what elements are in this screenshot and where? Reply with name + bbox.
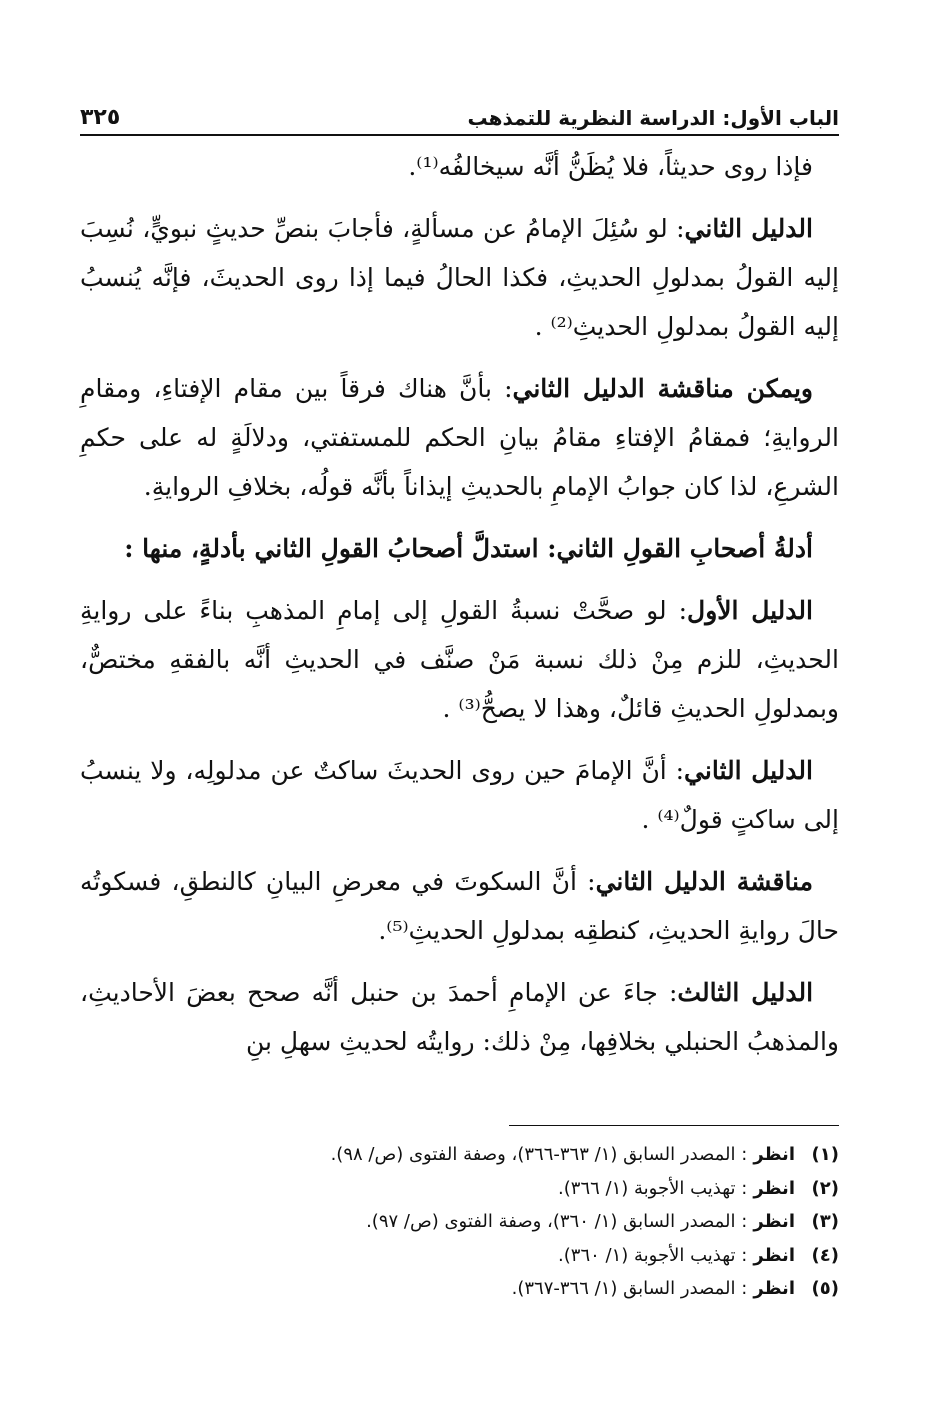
- footnote: [80, 1239, 839, 1273]
- paragraph: [80, 586, 839, 733]
- footnote-number: (٢): [811, 1177, 839, 1199]
- paragraph: [80, 857, 839, 955]
- footnote-label: انظر: [753, 1177, 795, 1199]
- paragraph-lead: أدلةُ أصحابِ القولِ الثاني: [556, 534, 813, 563]
- paragraph: [80, 746, 839, 844]
- paragraph-lead: الدليل الأول: [687, 596, 813, 625]
- footnote-label: انظر: [753, 1144, 795, 1165]
- footnote-number: (١): [811, 1144, 839, 1165]
- footnote-label: انظر: [753, 1278, 795, 1299]
- paragraph-lead: الدليل الثاني: [684, 214, 813, 243]
- running-head: الباب الأول: الدراسة النظرية للتمذهب: [467, 106, 839, 130]
- footnote: [80, 1172, 839, 1206]
- paragraph-text: : جاءَ عن الإمامِ أحمدَ بن حنبل أنَّه صحح بعضَ الأحاديثِ، والمذهبُ الحنبلي بخلافِها، مِنْ ذلك: روايتُه لحديثِ سهلِ بنِ: [80, 978, 839, 1056]
- paragraph-text: : أنَّ الإمامَ حين روى الحديثَ ساكتٌ عن مدلولِه، ولا ينسبُ إلى ساكتٍ قولٌ⁽⁴⁾ .: [80, 756, 839, 834]
- paragraph-lead: الدليل الثالث: [677, 978, 814, 1007]
- page-number: ٣٢٥: [80, 105, 121, 130]
- paragraph-lead: مناقشة الدليل الثاني: [595, 867, 813, 896]
- paragraph: [80, 364, 839, 511]
- footnote-text: : المصدر السابق (١/ ٣٦٦-٣٦٧).: [511, 1278, 748, 1299]
- paragraph-lead: الدليل الثاني: [684, 756, 813, 785]
- footnote: [80, 1272, 839, 1306]
- footnote-separator: [509, 1125, 839, 1126]
- paragraph-text: : استدلَّ أصحابُ القولِ الثاني بأدلةٍ، منها :: [124, 534, 557, 563]
- footnote: [80, 1205, 839, 1239]
- footnote: [80, 1138, 839, 1172]
- body-text: [80, 142, 839, 1079]
- footnote-number: (٤): [811, 1244, 839, 1266]
- paragraph-text: : أنَّ السكوتَ في معرضِ البيانِ كالنطقِ، فسكوتُه حالَ روايةِ الحديثِ، كنطقِه بمدلولِ الحديثِ⁽⁵⁾.: [80, 867, 839, 945]
- footnotes: [80, 1138, 839, 1306]
- page-header: [80, 96, 839, 136]
- footnote-text: : تهذيب الأجوبة (١/ ٣٦٠).: [558, 1244, 748, 1266]
- paragraph: [80, 142, 839, 191]
- paragraph-text: فإذا روى حديثاً، فلا يُظَنُّ أنَّه سيخالفُه⁽¹⁾.: [408, 152, 813, 181]
- paragraph: [80, 968, 839, 1066]
- paragraph-text: : لو سُئِلَ الإمامُ عن مسألةٍ، فأجابَ بنصِّ حديثٍ نبويٍّ، نُسِبَ إليه القولُ بمدلولِ الحديثِ، فكذا الحالُ فيما إذا روى الحديثَ، فإنَّه يُنسبُ إليه القولُ بمدلولِ الحديثِ⁽²⁾ .: [80, 214, 839, 341]
- footnote-text: : المصدر السابق (١/ ٣٦٠)، وصفة الفتوى (ص/ ٩٧).: [366, 1211, 748, 1232]
- footnote-label: انظر: [753, 1244, 795, 1266]
- paragraph: [80, 524, 839, 573]
- footnote-label: انظر: [753, 1211, 795, 1232]
- paragraph: [80, 204, 839, 351]
- paragraph-text: : بأنَّ هناك فرقاً بين مقام الإفتاءِ، ومقامِ الروايةِ؛ فمقامُ الإفتاءِ مقامُ بيانِ الحكم للمستفتي، ودلالَةٍ له على حكمِ الشرعِ، لذا كان جوابُ الإمامِ بالحديثِ إيذاناً بأنَّه قولُه، بخلافِ الروايةِ.: [80, 374, 839, 501]
- paragraph-text: : لو صحَّتْ نسبةُ القولِ إلى إمامِ المذهبِ بناءً على روايةِ الحديثِ، للزم مِنْ ذلك نسبة مَنْ صنَّف في الحديثِ أنَّه بالفقهِ مختصٌّ، وبمدلولِ الحديثِ قائلٌ، وهذا لا يصحُّ⁽³⁾ .: [80, 596, 839, 723]
- paragraph-lead: ويمكن مناقشة الدليل الثاني: [512, 374, 813, 403]
- footnote-text: : المصدر السابق (١/ ٣٦٣-٣٦٦)، وصفة الفتوى (ص/ ٩٨).: [330, 1144, 748, 1165]
- footnote-text: : تهذيب الأجوبة (١/ ٣٦٦).: [558, 1177, 748, 1199]
- footnote-number: (٥): [811, 1278, 839, 1299]
- footnote-number: (٣): [811, 1211, 839, 1232]
